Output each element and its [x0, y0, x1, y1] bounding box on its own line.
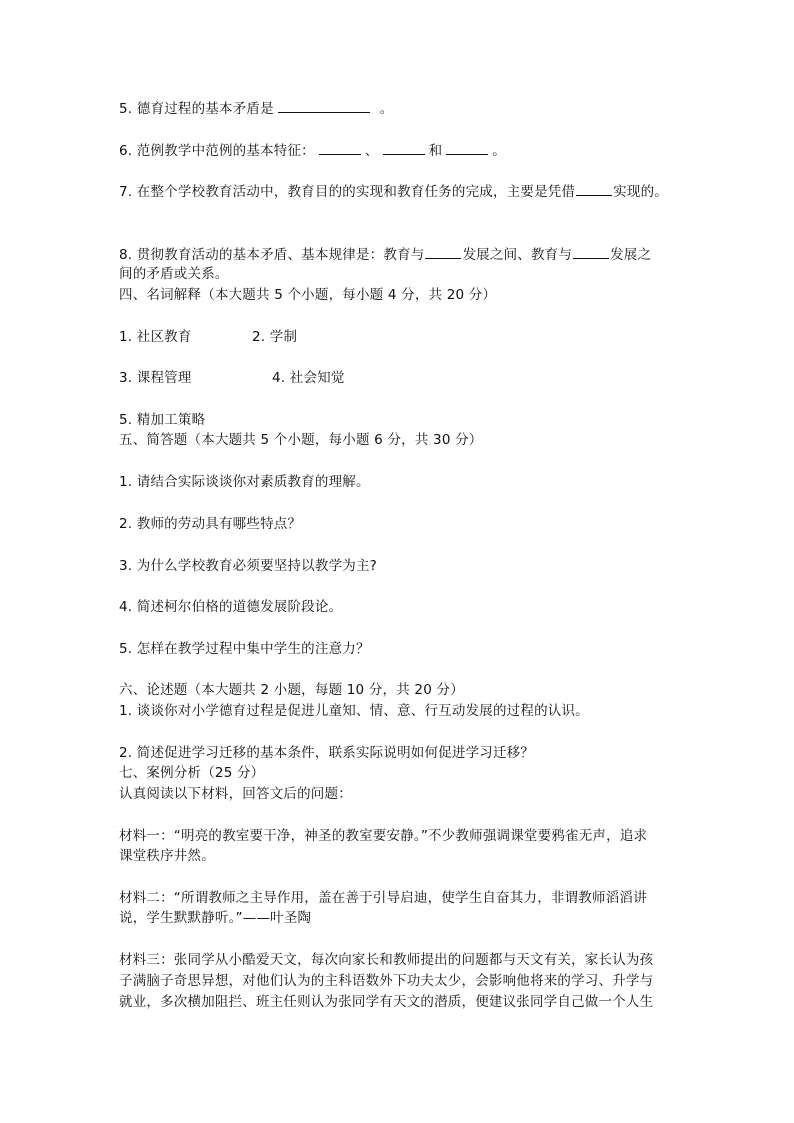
question-text: 发展之间、教育与 [462, 247, 573, 263]
short-answer-1: 1. 请结合实际谈谈你对素质教育的理解。 [119, 474, 370, 490]
term-item-3: 3. 课程管理 [119, 370, 192, 386]
question-text: 实现的。 [613, 184, 668, 200]
question-6 [119, 140, 506, 161]
short-answer-3: 3. 为什么学校教育必须要坚持以教学为主? [119, 558, 378, 574]
short-answer-4: 4. 简述柯尔伯格的道德发展阶段论。 [119, 599, 343, 615]
question-text: 。 [379, 101, 394, 117]
material-1-line-1: 材料一：“明亮的教室要干净，神圣的教室要安静。”不少教师强调课堂要鸦雀无声，追求 [119, 828, 648, 844]
section-7-title: 七、案例分析（25 分） [119, 765, 265, 781]
term-item-2: 2. 学制 [252, 329, 298, 345]
question-text: 7. 在整个学校教育活动中，教育目的的实现和教育任务的完成，主要是凭借 [119, 184, 576, 200]
answer-blank[interactable] [576, 181, 612, 196]
answer-blank[interactable] [383, 140, 425, 155]
section-5-title: 五、简答题（本大题共 5 个小题，每小题 6 分，共 30 分） [119, 432, 483, 448]
material-2-line-1: 材料二：“所谓教师之主导作用，盖在善于引导启迪，使学生自奋其力，非谓教师滔滔讲 [119, 890, 647, 906]
term-item-5: 5. 精加工策略 [119, 412, 206, 428]
term-item-1: 1. 社区教育 [119, 329, 192, 345]
material-3-line-3: 就业，多次横加阻拦、班主任则认为张同学有天文的潜质，便建议张同学自己做一个人生 [119, 994, 654, 1010]
short-answer-2: 2. 教师的劳动具有哪些特点？ [119, 516, 302, 532]
essay-question-1: 1. 谈谈你对小学德育过程是促进儿童知、情、意、行互动发展的过程的认识。 [119, 703, 589, 719]
answer-blank[interactable] [278, 98, 370, 113]
answer-blank[interactable] [319, 140, 361, 155]
answer-blank[interactable] [425, 244, 461, 259]
question-text: 8. 贯彻教育活动的基本矛盾、基本规律是：教育与 [119, 247, 425, 263]
case-intro: 认真阅读以下材料，回答文后的问题： [119, 786, 352, 802]
question-text: 5. 德育过程的基本矛盾是 [119, 101, 274, 117]
material-3-line-1: 材料三：张同学从小酷爱天文，每次向家长和教师提出的问题都与天文有关，家长认为孩 [119, 952, 654, 968]
material-2-line-2: 说，学生默默静听。”——叶圣陶 [119, 910, 312, 926]
question-8 [119, 244, 651, 265]
question-text: 和 [428, 143, 443, 159]
material-3-line-2: 子满脑子奇思异想，对他们认为的主科语数外下功夫太少，会影响他将来的学习、升学与 [119, 973, 654, 989]
term-item-4: 4. 社会知觉 [272, 370, 345, 386]
question-text: 。 [492, 143, 506, 159]
section-6-title: 六、论述题（本大题共 2 小题，每题 10 分，共 20 分） [119, 682, 464, 698]
question-5 [119, 98, 393, 119]
question-8-continued: 间的矛盾或关系。 [119, 266, 229, 282]
question-text: 发展之 [610, 247, 652, 263]
answer-blank[interactable] [446, 140, 488, 155]
essay-question-2: 2. 简述促进学习迁移的基本条件，联系实际说明如何促进学习迁移？ [119, 745, 535, 761]
material-1-line-2: 课堂秩序井然。 [119, 848, 215, 864]
answer-blank[interactable] [573, 244, 609, 259]
question-text: 、 [364, 143, 379, 159]
question-text: 6. 范例教学中范例的基本特征： [119, 143, 315, 159]
section-4-title: 四、名词解释（本大题共 5 个小题，每小题 4 分，共 20 分） [119, 287, 497, 303]
short-answer-5: 5. 怎样在教学过程中集中学生的注意力？ [119, 641, 370, 657]
question-7 [119, 181, 668, 202]
